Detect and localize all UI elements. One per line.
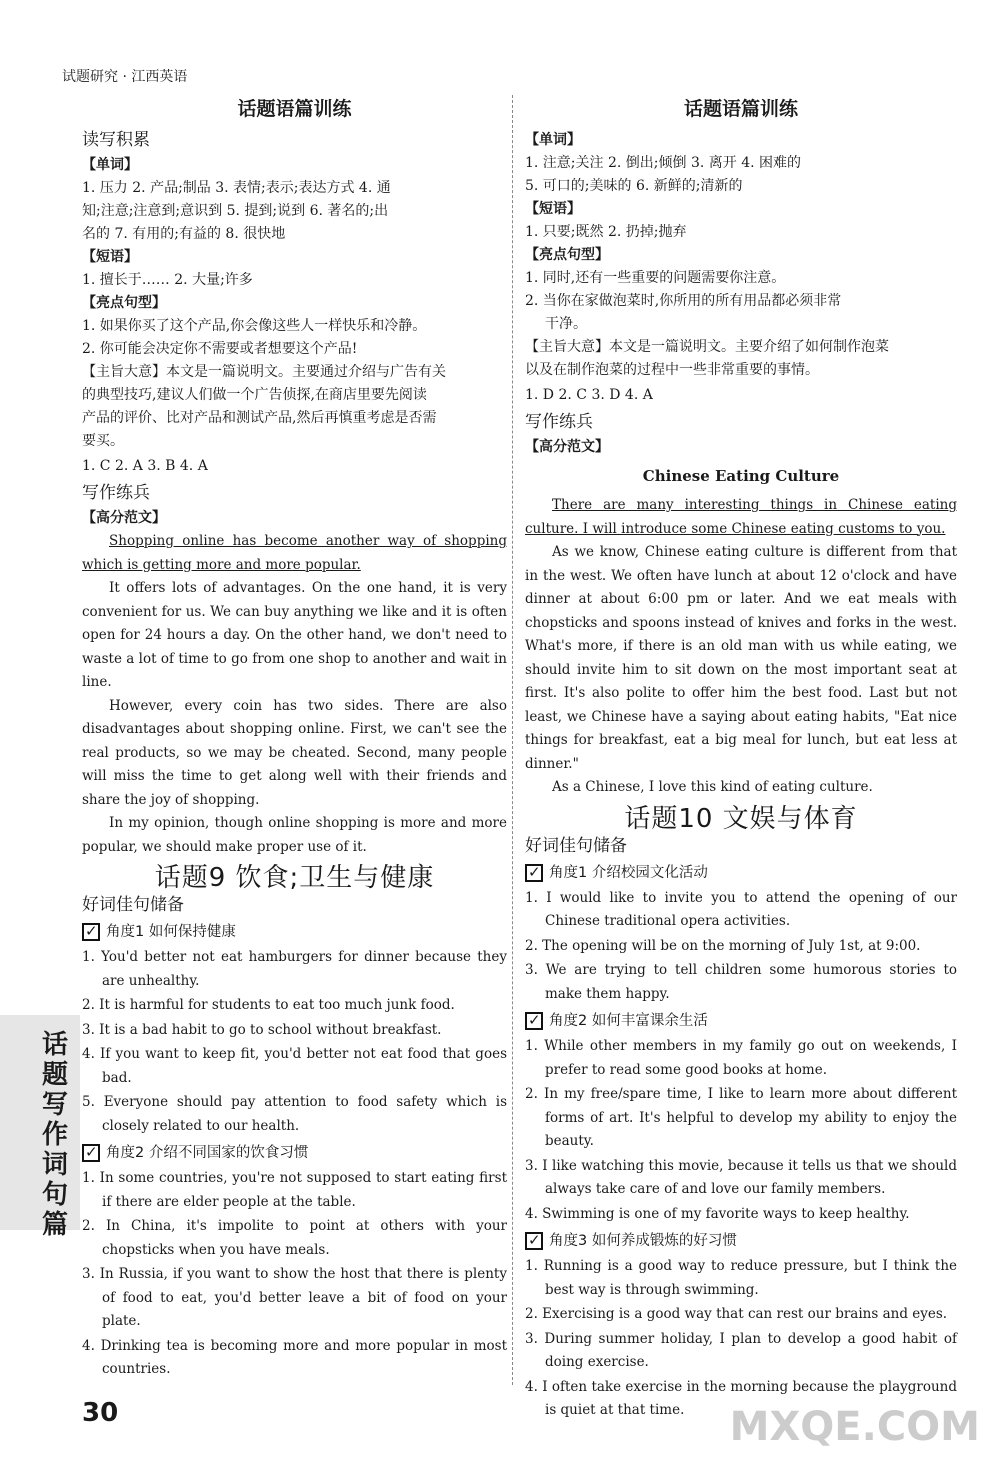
vocab-line: 知;注意;注意到;意识到 5. 提到;说到 6. 著名的;出 <box>82 203 389 219</box>
checkbox-icon <box>525 864 543 882</box>
sample-sentence: 3. It is a bad habit to go to school without breakfast. <box>82 1021 442 1038</box>
sentence-line: 干净。 <box>545 316 587 332</box>
answers: 1. D 2. C 3. D 4. A <box>525 387 653 403</box>
vocab-line: 5. 可口的;美味的 6. 新鲜的;清新的 <box>525 178 743 194</box>
left-column <box>82 92 507 1383</box>
sample-sentence: 5. Everyone should pay attention to food safety which is closely related to our health. <box>82 1094 507 1134</box>
left-section-title: 话题语篇训练 <box>237 98 352 120</box>
essay-paragraph: As we know, Chinese eating culture is different from that in the west. We often have lunch at about 12 o'clock and have dinner at about 6:00 pm or later. And we eat meals with chopsticks and spoons instead of knives and forks in the west. What's more, if there is an old man with us while eating, we should invite him to sit down on the most important seat at first. It's also polite to offer him the best food. Last but not least, we Chinese have a saying about eating habits, "Eat nice things for breakfast, eat a big meal for lunch, but eat less at dinner." <box>525 544 957 772</box>
main-idea-line: 以及在制作泡菜的过程中一些非常重要的事情。 <box>525 362 819 378</box>
essay-title: Chinese Eating Culture <box>642 467 840 485</box>
sample-sentence: 1. Running is a good way to reduce pressure, but I think the best way is through swimming. <box>525 1258 957 1298</box>
sentence-line: 2. 当你在家做泡菜时,你所用的所有用品都必须非常 <box>525 293 842 309</box>
running-header: 试题研究 · 江西英语 <box>62 69 188 85</box>
sample-sentence: 1. You'd better not eat hamburgers for dinner because they are unhealthy. <box>82 949 507 989</box>
model-essay-label: 【高分范文】 <box>525 439 609 455</box>
sample-sentence: 2. In China, it's impolite to point at others with your chopsticks when you have meals. <box>82 1218 507 1258</box>
right-column <box>525 92 957 1424</box>
good-words-heading: 好词佳句储备 <box>525 835 627 856</box>
sentence-label: 【亮点句型】 <box>525 247 609 263</box>
checkbox-icon <box>525 1012 543 1030</box>
sample-sentence: 2. The opening will be on the morning of July 1st, at 9:00. <box>525 937 921 954</box>
phrase-label: 【短语】 <box>82 249 138 265</box>
good-words-heading: 好词佳句储备 <box>82 895 184 915</box>
sample-sentence: 2. In my free/spare time, I like to learn more about different forms of art. It's helpful to develop my ability to enjoy the beauty. <box>525 1086 957 1149</box>
vocab-line: 名的 7. 有用的;有益的 8. 很快地 <box>82 226 286 242</box>
main-idea-line: 的典型技巧,建议人们做一个广告侦探,在商店里要先阅读 <box>82 387 427 403</box>
phrase-line: 1. 只要;既然 2. 扔掉;抛弃 <box>525 224 687 240</box>
model-essay <box>82 530 507 859</box>
sample-sentence: 4. If you want to keep fit, you'd better not eat food that goes bad. <box>82 1046 507 1086</box>
model-essay <box>525 494 957 800</box>
angle-heading: ✓角度1 如何保持健康 <box>82 921 507 944</box>
model-essay-label: 【高分范文】 <box>82 510 166 526</box>
sample-sentence: 2. Exercising is a good way that can rest our brains and eyes. <box>525 1306 948 1322</box>
sample-sentence: 4. Swimming is one of my favorite ways to keep healthy. <box>525 1205 910 1222</box>
essay-paragraph: There are many interesting things in Chinese eating culture. I will introduce some Chinese eating customs to you. <box>525 497 957 537</box>
angle-heading: ✓角度1 介绍校园文化活动 <box>525 862 957 885</box>
sentence-line: 1. 同时,还有一些重要的问题需要你注意。 <box>525 270 786 286</box>
vocab-line: 1. 注意;关注 2. 倒出;倾倒 3. 离开 4. 困难的 <box>525 155 802 171</box>
sample-sentence: 2. It is harmful for students to eat too much junk food. <box>82 997 455 1013</box>
topic-9-heading: 话题9 饮食;卫生与健康 <box>154 863 435 893</box>
page-number: 30 <box>82 1398 119 1428</box>
sentence-label: 【亮点句型】 <box>82 295 166 311</box>
writing-practice-heading: 写作练兵 <box>82 483 150 503</box>
essay-paragraph: However, every coin has two sides. There are also disadvantages about shopping online. First, we can't see the real products, so we may be cheated. Second, many people will miss the time to get along well with their friends and share the joy of shopping. <box>82 697 507 808</box>
angle-heading: ✓角度2 介绍不同国家的饮食习惯 <box>82 1142 507 1165</box>
essay-paragraph: In my opinion, though online shopping is more and more popular, we should make proper use of it. <box>82 815 507 855</box>
sample-sentence: 3. In Russia, if you want to show the host that there is plenty of food to eat, you'd better leave a bit of food on your plate. <box>82 1266 507 1329</box>
right-section-title: 话题语篇训练 <box>683 98 798 120</box>
checkbox-icon <box>82 923 100 941</box>
column-divider <box>512 95 513 1385</box>
checkbox-icon <box>82 1144 100 1162</box>
answers: 1. C 2. A 3. B 4. A <box>82 458 208 474</box>
sample-sentence: 1. While other members in my family go out on weekends, I prefer to read some good books at home. <box>525 1038 957 1078</box>
topic-10-heading: 话题10 文娱与体育 <box>624 803 858 834</box>
sentence-line: 1. 如果你买了这个产品,你会像这些人一样快乐和冷静。 <box>82 318 427 334</box>
main-idea-line: 【主旨大意】本文是一篇说明文。主要通过介绍与广告有关 <box>82 364 446 380</box>
checkbox-icon <box>525 1232 543 1250</box>
vocab-label: 【单词】 <box>82 157 138 173</box>
sample-sentence: 4. Drinking tea is becoming more and more popular in most countries. <box>82 1337 507 1377</box>
main-idea-line: 【主旨大意】本文是一篇说明文。主要介绍了如何制作泡菜 <box>525 339 889 355</box>
essay-paragraph: It offers lots of advantages. On the one hand, it is very convenient for us. We can buy anything we like and it is often open for 24 hours a day. On the other hand, we don't need to waste a lot of time to go from one shop to another and wait in line. <box>82 580 507 690</box>
writing-practice-heading: 写作练兵 <box>525 412 593 432</box>
side-tab-label: 话题写作词句篇 <box>41 1030 68 1240</box>
sample-sentence: 3. I like watching this movie, because it tells us that we should always take care of and love our family members. <box>525 1157 957 1197</box>
vocab-label: 【单词】 <box>525 132 581 148</box>
main-idea-line: 产品的评价、比对产品和测试产品,然后再慎重考虑是否需 <box>82 410 437 426</box>
sample-sentence: 4. I often take exercise in the morning because the playground is quiet at that time. <box>525 1378 957 1418</box>
sample-sentence: 3. During summer holiday, I plan to develop a good habit of doing exercise. <box>525 1330 957 1370</box>
reading-writing-heading: 读写积累 <box>82 130 150 150</box>
sample-sentence: 1. I would like to invite you to attend the opening of our Chinese traditional opera activities. <box>525 889 957 929</box>
sample-sentence: 1. In some countries, you're not supposed to start eating first if there are elder people at the table. <box>82 1170 507 1210</box>
sentence-line: 2. 你可能会决定你不需要或者想要这个产品! <box>82 341 358 357</box>
phrase-label: 【短语】 <box>525 201 581 217</box>
angle-heading: ✓角度3 如何养成锻炼的好习惯 <box>525 1230 957 1253</box>
watermark: MXQE.COM <box>729 1404 980 1450</box>
essay-paragraph: As a Chinese, I love this kind of eating culture. <box>552 779 873 795</box>
angle-heading: ✓角度2 如何丰富课余生活 <box>525 1010 957 1033</box>
vocab-line: 1. 压力 2. 产品;制品 3. 表情;表示;表达方式 4. 通 <box>82 180 391 196</box>
phrase-line: 1. 擅长于…… 2. 大量;许多 <box>82 272 253 288</box>
sample-sentence: 3. We are trying to tell children some humorous stories to make them happy. <box>525 962 957 1002</box>
main-idea-line: 要买。 <box>82 433 124 449</box>
essay-paragraph: Shopping online has become another way of shopping which is getting more and more popular. <box>82 533 507 573</box>
